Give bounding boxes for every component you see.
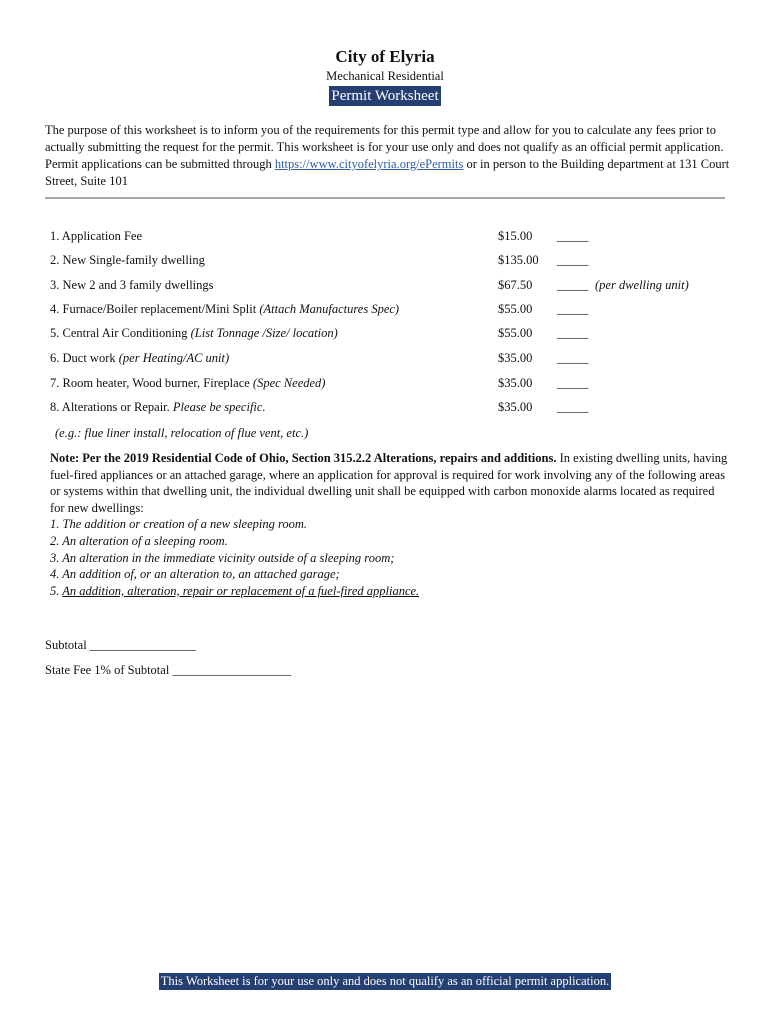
fee-label: 2. New Single-family dwelling (50, 253, 205, 267)
note-condition-item: 2. An alteration of a sleeping room. (50, 533, 228, 548)
note-paragraph (50, 450, 730, 516)
fee-quantity-blank[interactable]: _____ (557, 302, 589, 316)
fee-row (50, 326, 740, 344)
subtotal-line[interactable]: Subtotal _________________ (45, 638, 197, 652)
permit-worksheet-banner: Permit Worksheet (331, 88, 439, 104)
fee-label: 6. Duct work (per Heating/AC unit) (50, 351, 230, 365)
note-body: In existing dwelling units, having fuel-fired appliances or an attached garage, where an application for approval is required for work involving any of the following areas or systems within that dwelling unit, the individual dwelling unit shall be equipped with carbon monoxide alarms located as required for new dwellings: (50, 451, 728, 515)
fee-quantity-blank[interactable]: _____ (557, 376, 589, 390)
page-subtitle: Mechanical Residential (326, 69, 444, 83)
fee-price: $67.50 (498, 278, 533, 292)
note-heading: Note: Per the 2019 Residential Code of Ohio, Section 315.2.2 Alterations, repairs and additions. (50, 451, 557, 465)
note-condition-item: 4. An addition of, or an alteration to, an attached garage; (50, 567, 340, 582)
fee-price: $135.00 (498, 253, 539, 267)
fee-row (50, 351, 740, 369)
divider (45, 197, 725, 199)
fee-row (50, 229, 740, 247)
carbon-monoxide-note (50, 450, 730, 599)
intro-text: The purpose of this worksheet is to inform you of the requirements for this permit type and allow for you to calculate any fees prior to actually submitting the request for the permit. This worksheet is for your use only and does not qualify as an official permit application. Permit applications can be submitted through (45, 123, 724, 171)
fee-row (50, 302, 740, 320)
fee-price: $55.00 (498, 302, 533, 316)
fee-row (50, 278, 740, 296)
fee-unit-note: (per dwelling unit) (595, 278, 689, 292)
footer-disclaimer: This Worksheet is for your use only and does not qualify as an official permit application. (160, 974, 610, 988)
fee-quantity-blank[interactable]: _____ (557, 229, 589, 243)
fee-label: 8. Alterations or Repair. Please be specific. (50, 400, 266, 414)
fee-label: 5. Central Air Conditioning (List Tonnage /Size/ location) (50, 326, 338, 340)
alteration-example-note: (e.g.: flue liner install, relocation of flue vent, etc.) (55, 426, 309, 440)
note-condition-item: 1. The addition or creation of a new sleeping room. (50, 517, 308, 532)
fee-price: $35.00 (498, 400, 533, 414)
fee-price: $15.00 (498, 229, 533, 243)
fee-quantity-blank[interactable]: _____ (557, 400, 589, 414)
fee-price: $35.00 (498, 376, 533, 390)
fee-row (50, 253, 740, 271)
fee-quantity-blank[interactable]: _____ (557, 326, 589, 340)
fee-price: $35.00 (498, 351, 533, 365)
note-condition-item: 3. An alteration in the immediate vicinity outside of a sleeping room; (50, 550, 395, 565)
fee-row (50, 400, 740, 418)
epermits-link[interactable]: https://www.cityofelyria.org/ePermits (274, 157, 464, 171)
page-title: City of Elyria (335, 47, 435, 66)
banner-container (0, 86, 770, 106)
fee-label: 1. Application Fee (50, 229, 142, 243)
fee-label: 4. Furnace/Boiler replacement/Mini Split (Attach Manufactures Spec) (50, 302, 400, 316)
fee-price: $55.00 (498, 326, 533, 340)
fee-row (50, 376, 740, 394)
fee-label: 7. Room heater, Wood burner, Fireplace (Spec Needed) (50, 376, 326, 390)
fee-quantity-blank[interactable]: _____ (557, 351, 589, 365)
intro-text-end: or in person to the Building department at 131 Court Street, Suite 101 (45, 157, 730, 188)
note-condition-item: 5. An addition, alteration, repair or replacement of a fuel-fired appliance. (50, 583, 420, 598)
fee-quantity-blank[interactable]: _____ (557, 278, 589, 292)
intro-paragraph (45, 122, 730, 190)
fee-label: 3. New 2 and 3 family dwellings (50, 278, 214, 292)
fee-quantity-blank[interactable]: _____ (557, 253, 589, 267)
state-fee-line[interactable]: State Fee 1% of Subtotal ___________________ (45, 663, 292, 677)
footer-container (0, 972, 770, 990)
